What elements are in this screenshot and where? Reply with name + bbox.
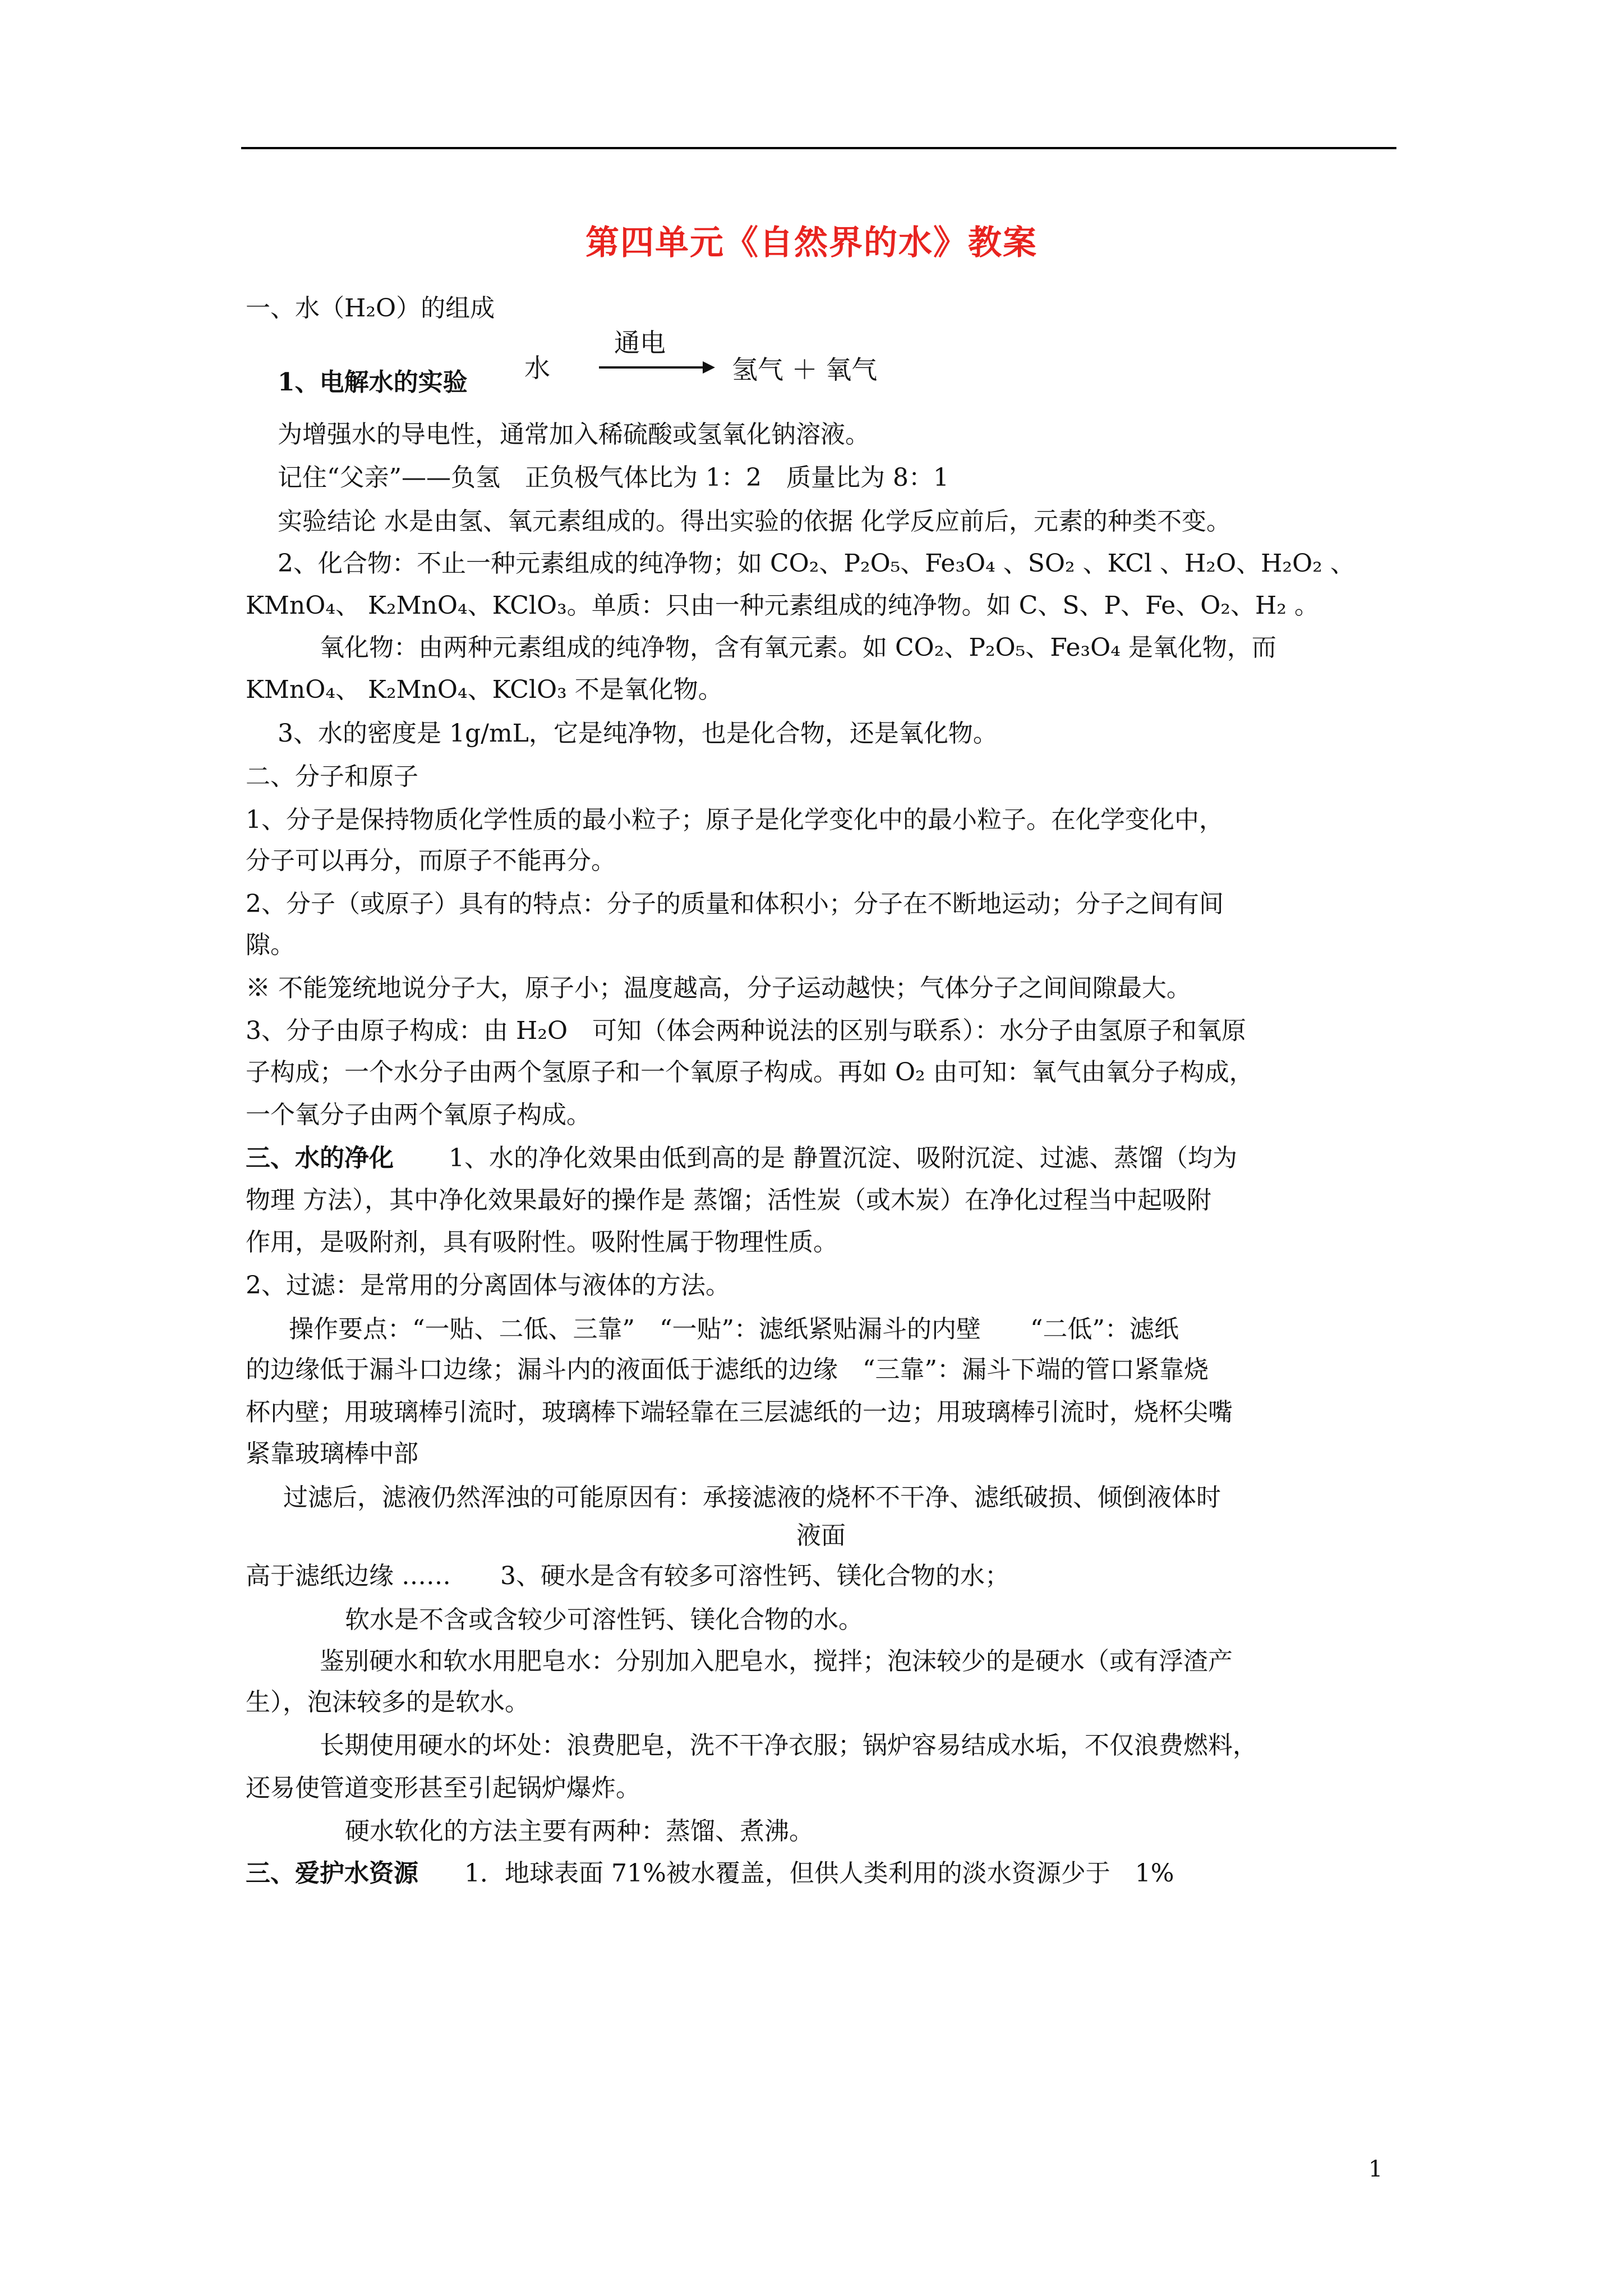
text-line: 2、化合物：不止一种元素组成的纯净物；如 CO₂、P₂O₅、Fe₃O₄ 、SO₂ 、KCl 、H₂O、H₂O₂ 、 xyxy=(278,549,1355,578)
text-line: 隙。 xyxy=(246,931,295,959)
text-line: ※ 不能笼统地说分子大，原子小；温度越高，分子运动越快；气体分子之间间隙最大。 xyxy=(246,974,1191,1002)
eq-condition: 通电 xyxy=(614,328,666,358)
section-heading-water-resources: 三、爱护水资源 xyxy=(246,1859,418,1888)
text-line: 2、分子（或原子）具有的特点：分子的质量和体积小；分子在不断地运动；分子之间有间 xyxy=(246,890,1224,918)
section-heading-purification: 三、水的净化 xyxy=(246,1144,394,1172)
text-line: 1、水的净化效果由低到高的是 静置沉淀、吸附沉淀、过滤、蒸馏（均为 xyxy=(449,1144,1237,1172)
text-line: 记住“父亲”——负氢 正负极气体比为 1：2 质量比为 8：1 xyxy=(278,463,949,492)
section-heading-water-composition: 一、水（H₂O）的组成 xyxy=(246,294,495,323)
page-title: 第四单元《自然界的水》教案 xyxy=(585,223,1038,263)
text-line: 1．地球表面 71%被水覆盖，但供人类利用的淡水资源少于 1% xyxy=(464,1859,1174,1888)
text-line: 硬水软化的方法主要有两种：蒸馏、煮沸。 xyxy=(345,1817,814,1846)
text-line: 操作要点：“一贴、二低、三靠” “一贴”：滤纸紧贴漏斗的内壁 “二低”：滤纸 xyxy=(289,1315,1179,1343)
text-line: 分子可以再分，而原子不能再分。 xyxy=(246,846,616,875)
header-rule xyxy=(241,147,1396,149)
text-line: 氧化物：由两种元素组成的纯净物，含有氧元素。如 CO₂、P₂O₅、Fe₃O₄ 是氧化物，而 xyxy=(320,633,1276,662)
electrolysis-equation xyxy=(524,323,962,390)
text-line: KMnO₄、 K₂MnO₄、KClO₃。单质：只由一种元素组成的纯净物。如 C、S、P、Fe、O₂、H₂ 。 xyxy=(246,591,1319,620)
text-line: 为增强水的导电性，通常加入稀硫酸或氢氧化钠溶液。 xyxy=(278,420,870,449)
text-line: 子构成；一个水分子由两个氢原子和一个氧原子构成。再如 O₂ 由可知：氧气由氧分子构成， xyxy=(246,1058,1254,1087)
text-line: 高于滤纸边缘 …… 3、硬水是含有较多可溶性钙、镁化合物的水； xyxy=(246,1562,1009,1590)
page-number: 1 xyxy=(1368,2156,1383,2182)
text-line: 紧靠玻璃棒中部 xyxy=(246,1439,418,1468)
eq-products: 氢气 ＋ 氧气 xyxy=(732,355,878,385)
arrow-head-icon xyxy=(703,361,715,374)
text-line: 液面 xyxy=(796,1521,846,1550)
text-line: 软水是不含或含较少可溶性钙、镁化合物的水。 xyxy=(345,1605,863,1634)
reaction-arrow xyxy=(599,366,706,369)
text-line: 鉴别硬水和软水用肥皂水：分别加入肥皂水，搅拌；泡沫较少的是硬水（或有浮渣产 xyxy=(320,1647,1233,1676)
text-line: 实验结论 水是由氢、氧元素组成的。得出实验的依据 化学反应前后，元素的种类不变。 xyxy=(278,507,1231,536)
text-line: 2、过滤：是常用的分离固体与液体的方法。 xyxy=(246,1271,730,1300)
text-line: 过滤后，滤液仍然浑浊的可能原因有：承接滤液的烧杯不干净、滤纸破损、倾倒液体时 xyxy=(283,1483,1221,1512)
electrolysis-label: 1、电解水的实验 xyxy=(278,368,468,397)
text-line: 的边缘低于漏斗口边缘；漏斗内的液面低于滤纸的边缘 “三靠”：漏斗下端的管口紧靠烧 xyxy=(246,1355,1209,1384)
text-line: 3、水的密度是 1g/mL，它是纯净物，也是化合物，还是氧化物。 xyxy=(278,719,998,748)
text-line: 1、分子是保持物质化学性质的最小粒子；原子是化学变化中的最小粒子。在化学变化中， xyxy=(246,806,1224,834)
eq-water: 水 xyxy=(524,353,550,383)
text-line: KMnO₄、 K₂MnO₄、KClO₃ 不是氧化物。 xyxy=(246,675,723,704)
text-line: 一个氧分子由两个氧原子构成。 xyxy=(246,1101,591,1129)
text-line: 杯内壁；用玻璃棒引流时，玻璃棒下端轻靠在三层滤纸的一边；用玻璃棒引流时，烧杯尖嘴 xyxy=(246,1398,1233,1427)
section-heading-molecules: 二、分子和原子 xyxy=(246,762,418,791)
text-line: 作用，是吸附剂，具有吸附性。吸附性属于物理性质。 xyxy=(246,1228,838,1257)
text-line: 生），泡沫较多的是软水。 xyxy=(246,1688,529,1717)
text-line: 长期使用硬水的坏处：浪费肥皂，洗不干净衣服；锅炉容易结成水垢，不仅浪费燃料， xyxy=(320,1731,1257,1760)
text-line: 3、分子由原子构成：由 H₂O 可知（体会两种说法的区别与联系）：水分子由氢原子和氧原 xyxy=(246,1016,1247,1045)
text-line: 物理 方法），其中净化效果最好的操作是 蒸馏；活性炭（或木炭）在净化过程当中起吸附 xyxy=(246,1186,1211,1214)
text-line: 还易使管道变形甚至引起锅炉爆炸。 xyxy=(246,1774,640,1802)
